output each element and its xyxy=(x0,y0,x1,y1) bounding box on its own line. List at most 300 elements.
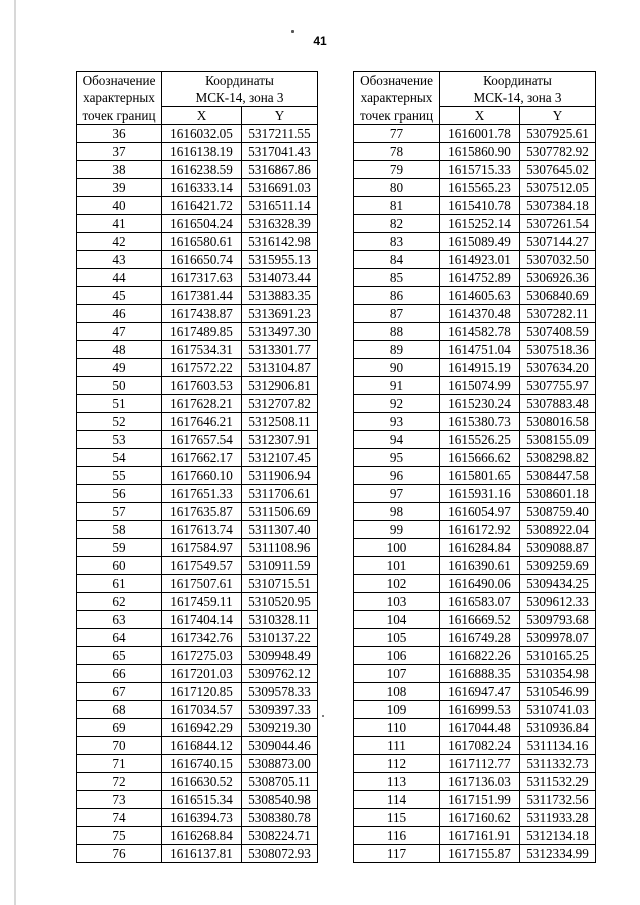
table-row xyxy=(77,629,318,647)
x-coordinate: 1617651.33 xyxy=(162,485,242,503)
table-row xyxy=(77,593,318,611)
point-number: 77 xyxy=(354,125,440,143)
table-row xyxy=(354,593,596,611)
x-coordinate: 1616268.84 xyxy=(162,827,242,845)
point-number: 73 xyxy=(77,791,162,809)
y-coordinate: 5308072.93 xyxy=(242,845,318,863)
x-coordinate: 1616394.73 xyxy=(162,809,242,827)
y-coordinate: 5308873.00 xyxy=(242,755,318,773)
x-coordinate: 1616054.97 xyxy=(440,503,520,521)
table-row xyxy=(77,287,318,305)
x-column-header: X xyxy=(440,107,520,125)
point-number: 41 xyxy=(77,215,162,233)
table-row xyxy=(77,413,318,431)
x-coordinate: 1615801.65 xyxy=(440,467,520,485)
table-row xyxy=(354,755,596,773)
table-row xyxy=(354,233,596,251)
point-number: 62 xyxy=(77,593,162,611)
table-row xyxy=(354,773,596,791)
x-coordinate: 1616333.14 xyxy=(162,179,242,197)
y-coordinate: 5313883.35 xyxy=(242,287,318,305)
point-number: 78 xyxy=(354,143,440,161)
table-row xyxy=(77,161,318,179)
x-coordinate: 1615089.49 xyxy=(440,233,520,251)
table-row xyxy=(77,737,318,755)
y-coordinate: 5307518.36 xyxy=(520,341,596,359)
y-coordinate: 5312107.45 xyxy=(242,449,318,467)
table-row xyxy=(77,215,318,233)
x-coordinate: 1617044.48 xyxy=(440,719,520,737)
x-coordinate: 1616490.06 xyxy=(440,575,520,593)
x-coordinate: 1617438.87 xyxy=(162,305,242,323)
table-row xyxy=(77,791,318,809)
table-row xyxy=(77,125,318,143)
table-row xyxy=(354,665,596,683)
y-coordinate: 5310165.25 xyxy=(520,647,596,665)
point-number: 42 xyxy=(77,233,162,251)
point-number: 109 xyxy=(354,701,440,719)
y-coordinate: 5311732.56 xyxy=(520,791,596,809)
y-coordinate: 5307408.59 xyxy=(520,323,596,341)
x-coordinate: 1616650.74 xyxy=(162,251,242,269)
table-row xyxy=(77,575,318,593)
table-row xyxy=(354,791,596,809)
point-number: 103 xyxy=(354,593,440,611)
point-number: 44 xyxy=(77,269,162,287)
point-number: 66 xyxy=(77,665,162,683)
x-coordinate: 1617613.74 xyxy=(162,521,242,539)
point-number: 81 xyxy=(354,197,440,215)
point-number: 59 xyxy=(77,539,162,557)
y-coordinate: 5308224.71 xyxy=(242,827,318,845)
y-coordinate: 5311506.69 xyxy=(242,503,318,521)
y-coordinate: 5309978.07 xyxy=(520,629,596,647)
table-row xyxy=(354,287,596,305)
coordinate-system: МСК-14, зона 3 xyxy=(195,90,284,105)
coordinates-header xyxy=(440,72,596,107)
x-coordinate: 1615230.24 xyxy=(440,395,520,413)
point-number: 47 xyxy=(77,323,162,341)
table-row xyxy=(77,557,318,575)
point-number: 57 xyxy=(77,503,162,521)
y-coordinate: 5312906.81 xyxy=(242,377,318,395)
x-coordinate: 1616284.84 xyxy=(440,539,520,557)
table-row xyxy=(354,611,596,629)
y-coordinate: 5306840.69 xyxy=(520,287,596,305)
point-number: 94 xyxy=(354,431,440,449)
point-number: 60 xyxy=(77,557,162,575)
table-body-right xyxy=(354,125,596,863)
table-row xyxy=(77,503,318,521)
x-coordinate: 1615565.23 xyxy=(440,179,520,197)
designation-header-line2: характерных xyxy=(354,89,440,106)
point-number: 105 xyxy=(354,629,440,647)
y-coordinate: 5309612.33 xyxy=(520,593,596,611)
x-coordinate: 1617584.97 xyxy=(162,539,242,557)
point-number: 98 xyxy=(354,503,440,521)
x-coordinate: 1617275.03 xyxy=(162,647,242,665)
x-coordinate: 1617381.44 xyxy=(162,287,242,305)
table-row xyxy=(354,539,596,557)
point-number: 45 xyxy=(77,287,162,305)
y-coordinate: 5307261.54 xyxy=(520,215,596,233)
y-coordinate: 5309948.49 xyxy=(242,647,318,665)
x-coordinate: 1617151.99 xyxy=(440,791,520,809)
point-number: 115 xyxy=(354,809,440,827)
x-coordinate: 1616138.19 xyxy=(162,143,242,161)
point-number: 111 xyxy=(354,737,440,755)
x-coordinate: 1616172.92 xyxy=(440,521,520,539)
y-coordinate: 5311108.96 xyxy=(242,539,318,557)
table-row xyxy=(77,269,318,287)
x-coordinate: 1616032.05 xyxy=(162,125,242,143)
point-number: 93 xyxy=(354,413,440,431)
x-coordinate: 1616137.81 xyxy=(162,845,242,863)
x-coordinate: 1616001.78 xyxy=(440,125,520,143)
y-coordinate: 5311307.40 xyxy=(242,521,318,539)
x-coordinate: 1616583.07 xyxy=(440,593,520,611)
x-coordinate: 1615860.90 xyxy=(440,143,520,161)
coordinates-title: Координаты xyxy=(483,73,552,88)
y-coordinate: 5310911.59 xyxy=(242,557,318,575)
table-row xyxy=(77,773,318,791)
x-coordinate: 1617160.62 xyxy=(440,809,520,827)
point-number: 68 xyxy=(77,701,162,719)
table-row xyxy=(77,233,318,251)
y-coordinate: 5309044.46 xyxy=(242,737,318,755)
x-coordinate: 1617034.57 xyxy=(162,701,242,719)
point-number: 48 xyxy=(77,341,162,359)
scan-speck xyxy=(291,30,294,33)
point-number: 56 xyxy=(77,485,162,503)
y-coordinate: 5307144.27 xyxy=(520,233,596,251)
table-row xyxy=(77,395,318,413)
point-number: 52 xyxy=(77,413,162,431)
x-coordinate: 1617572.22 xyxy=(162,359,242,377)
point-number: 40 xyxy=(77,197,162,215)
table-row xyxy=(77,539,318,557)
x-coordinate: 1614370.48 xyxy=(440,305,520,323)
x-coordinate: 1615526.25 xyxy=(440,431,520,449)
y-coordinate: 5311906.94 xyxy=(242,467,318,485)
y-coordinate: 5310741.03 xyxy=(520,701,596,719)
point-number: 95 xyxy=(354,449,440,467)
point-number: 102 xyxy=(354,575,440,593)
table-row xyxy=(354,485,596,503)
y-coordinate: 5309434.25 xyxy=(520,575,596,593)
y-coordinate: 5310328.11 xyxy=(242,611,318,629)
y-coordinate: 5311134.16 xyxy=(520,737,596,755)
point-number: 67 xyxy=(77,683,162,701)
x-coordinate: 1614752.89 xyxy=(440,269,520,287)
x-coordinate: 1616844.12 xyxy=(162,737,242,755)
table-row xyxy=(354,737,596,755)
designation-header: Обозначение xyxy=(354,72,440,90)
y-coordinate: 5306926.36 xyxy=(520,269,596,287)
x-coordinate: 1616580.61 xyxy=(162,233,242,251)
y-coordinate: 5313104.87 xyxy=(242,359,318,377)
point-number: 99 xyxy=(354,521,440,539)
point-number: 83 xyxy=(354,233,440,251)
y-coordinate: 5316867.86 xyxy=(242,161,318,179)
y-coordinate: 5307925.61 xyxy=(520,125,596,143)
y-coordinate: 5312307.91 xyxy=(242,431,318,449)
y-coordinate: 5308155.09 xyxy=(520,431,596,449)
point-number: 43 xyxy=(77,251,162,269)
y-column-header: Y xyxy=(520,107,596,125)
x-coordinate: 1615666.62 xyxy=(440,449,520,467)
designation-header-line3: точек границ xyxy=(77,107,162,125)
table-row xyxy=(77,431,318,449)
point-number: 89 xyxy=(354,341,440,359)
table-row xyxy=(77,809,318,827)
scan-edge-shadow xyxy=(14,0,16,905)
x-coordinate: 1614751.04 xyxy=(440,341,520,359)
y-coordinate: 5314073.44 xyxy=(242,269,318,287)
y-coordinate: 5313691.23 xyxy=(242,305,318,323)
point-number: 75 xyxy=(77,827,162,845)
y-coordinate: 5308759.40 xyxy=(520,503,596,521)
table-row xyxy=(354,341,596,359)
table-row xyxy=(354,305,596,323)
point-number: 71 xyxy=(77,755,162,773)
point-number: 76 xyxy=(77,845,162,863)
point-number: 110 xyxy=(354,719,440,737)
table-row xyxy=(354,809,596,827)
y-coordinate: 5315955.13 xyxy=(242,251,318,269)
table-row xyxy=(354,359,596,377)
point-number: 37 xyxy=(77,143,162,161)
point-number: 91 xyxy=(354,377,440,395)
y-coordinate: 5310520.95 xyxy=(242,593,318,611)
table-row xyxy=(354,431,596,449)
x-coordinate: 1615074.99 xyxy=(440,377,520,395)
x-coordinate: 1616822.26 xyxy=(440,647,520,665)
table-row xyxy=(354,125,596,143)
x-coordinate: 1617507.61 xyxy=(162,575,242,593)
x-coordinate: 1617549.57 xyxy=(162,557,242,575)
x-coordinate: 1617161.91 xyxy=(440,827,520,845)
y-coordinate: 5312134.18 xyxy=(520,827,596,845)
y-coordinate: 5316511.14 xyxy=(242,197,318,215)
table-row xyxy=(77,251,318,269)
x-coordinate: 1615931.16 xyxy=(440,485,520,503)
y-coordinate: 5310137.22 xyxy=(242,629,318,647)
point-number: 53 xyxy=(77,431,162,449)
point-number: 74 xyxy=(77,809,162,827)
x-coordinate: 1617136.03 xyxy=(440,773,520,791)
x-coordinate: 1616515.34 xyxy=(162,791,242,809)
table-row xyxy=(354,827,596,845)
y-coordinate: 5307782.92 xyxy=(520,143,596,161)
x-coordinate: 1617155.87 xyxy=(440,845,520,863)
y-coordinate: 5309793.68 xyxy=(520,611,596,629)
y-coordinate: 5307634.20 xyxy=(520,359,596,377)
table-row xyxy=(354,395,596,413)
y-coordinate: 5312334.99 xyxy=(520,845,596,863)
x-coordinate: 1616669.52 xyxy=(440,611,520,629)
table-row xyxy=(77,467,318,485)
x-coordinate: 1616421.72 xyxy=(162,197,242,215)
y-coordinate: 5313497.30 xyxy=(242,323,318,341)
point-number: 113 xyxy=(354,773,440,791)
table-row xyxy=(354,557,596,575)
x-coordinate: 1617660.10 xyxy=(162,467,242,485)
table-row xyxy=(77,755,318,773)
x-coordinate: 1617317.63 xyxy=(162,269,242,287)
designation-header-line2: характерных xyxy=(77,89,162,106)
table-row xyxy=(77,683,318,701)
point-number: 36 xyxy=(77,125,162,143)
designation-header-line3: точек границ xyxy=(354,107,440,125)
point-number: 63 xyxy=(77,611,162,629)
table-row xyxy=(354,503,596,521)
point-number: 108 xyxy=(354,683,440,701)
y-coordinate: 5313301.77 xyxy=(242,341,318,359)
point-number: 46 xyxy=(77,305,162,323)
x-coordinate: 1617404.14 xyxy=(162,611,242,629)
coordinates-header xyxy=(162,72,318,107)
point-number: 88 xyxy=(354,323,440,341)
table-row xyxy=(77,827,318,845)
table-row xyxy=(354,161,596,179)
y-coordinate: 5308540.98 xyxy=(242,791,318,809)
y-coordinate: 5311532.29 xyxy=(520,773,596,791)
y-coordinate: 5317211.55 xyxy=(242,125,318,143)
x-coordinate: 1614923.01 xyxy=(440,251,520,269)
table-row xyxy=(354,629,596,647)
table-row xyxy=(77,341,318,359)
table-row xyxy=(354,575,596,593)
point-number: 96 xyxy=(354,467,440,485)
table-row xyxy=(354,521,596,539)
point-number: 80 xyxy=(354,179,440,197)
page-number: 41 xyxy=(313,34,327,48)
y-coordinate: 5311706.61 xyxy=(242,485,318,503)
table-row xyxy=(354,251,596,269)
table-row xyxy=(77,197,318,215)
table-row xyxy=(77,179,318,197)
table-row xyxy=(77,647,318,665)
y-coordinate: 5307883.48 xyxy=(520,395,596,413)
table-row xyxy=(354,683,596,701)
x-coordinate: 1616749.28 xyxy=(440,629,520,647)
y-coordinate: 5308380.78 xyxy=(242,809,318,827)
x-coordinate: 1614915.19 xyxy=(440,359,520,377)
table-row xyxy=(354,197,596,215)
point-number: 104 xyxy=(354,611,440,629)
x-coordinate: 1616947.47 xyxy=(440,683,520,701)
y-coordinate: 5312508.11 xyxy=(242,413,318,431)
point-number: 64 xyxy=(77,629,162,647)
y-coordinate: 5307282.11 xyxy=(520,305,596,323)
point-number: 61 xyxy=(77,575,162,593)
x-coordinate: 1615380.73 xyxy=(440,413,520,431)
point-number: 85 xyxy=(354,269,440,287)
table-row xyxy=(354,323,596,341)
table-row xyxy=(354,647,596,665)
table-row xyxy=(354,701,596,719)
y-coordinate: 5309762.12 xyxy=(242,665,318,683)
y-coordinate: 5307384.18 xyxy=(520,197,596,215)
x-coordinate: 1614582.78 xyxy=(440,323,520,341)
point-number: 101 xyxy=(354,557,440,575)
point-number: 72 xyxy=(77,773,162,791)
point-number: 70 xyxy=(77,737,162,755)
point-number: 69 xyxy=(77,719,162,737)
table-row xyxy=(77,701,318,719)
y-coordinate: 5310715.51 xyxy=(242,575,318,593)
table-row xyxy=(354,377,596,395)
point-number: 49 xyxy=(77,359,162,377)
x-column-header: X xyxy=(162,107,242,125)
x-coordinate: 1617635.87 xyxy=(162,503,242,521)
x-coordinate: 1617120.85 xyxy=(162,683,242,701)
table-row xyxy=(77,719,318,737)
y-coordinate: 5316142.98 xyxy=(242,233,318,251)
y-coordinate: 5309088.87 xyxy=(520,539,596,557)
y-coordinate: 5310546.99 xyxy=(520,683,596,701)
y-coordinate: 5316691.03 xyxy=(242,179,318,197)
table-row xyxy=(77,323,318,341)
y-coordinate: 5317041.43 xyxy=(242,143,318,161)
designation-header: Обозначение xyxy=(77,72,162,90)
y-coordinate: 5307755.97 xyxy=(520,377,596,395)
x-coordinate: 1617657.54 xyxy=(162,431,242,449)
point-number: 106 xyxy=(354,647,440,665)
x-coordinate: 1616999.53 xyxy=(440,701,520,719)
point-number: 97 xyxy=(354,485,440,503)
point-number: 50 xyxy=(77,377,162,395)
y-coordinate: 5316328.39 xyxy=(242,215,318,233)
point-number: 100 xyxy=(354,539,440,557)
scan-speck xyxy=(322,715,324,717)
table-row xyxy=(77,485,318,503)
y-coordinate: 5308601.18 xyxy=(520,485,596,503)
y-coordinate: 5308016.58 xyxy=(520,413,596,431)
point-number: 116 xyxy=(354,827,440,845)
y-coordinate: 5309578.33 xyxy=(242,683,318,701)
x-coordinate: 1617082.24 xyxy=(440,737,520,755)
x-coordinate: 1616390.61 xyxy=(440,557,520,575)
x-coordinate: 1616504.24 xyxy=(162,215,242,233)
y-coordinate: 5309397.33 xyxy=(242,701,318,719)
table-row xyxy=(77,359,318,377)
y-coordinate: 5309219.30 xyxy=(242,719,318,737)
point-number: 65 xyxy=(77,647,162,665)
table-row xyxy=(354,269,596,287)
table-row xyxy=(354,179,596,197)
table-row xyxy=(354,449,596,467)
y-coordinate: 5308922.04 xyxy=(520,521,596,539)
table-row xyxy=(354,413,596,431)
point-number: 112 xyxy=(354,755,440,773)
table-row xyxy=(77,845,318,863)
x-coordinate: 1617603.53 xyxy=(162,377,242,395)
x-coordinate: 1616888.35 xyxy=(440,665,520,683)
table-row xyxy=(354,719,596,737)
coordinate-system: МСК-14, зона 3 xyxy=(473,90,562,105)
x-coordinate: 1616942.29 xyxy=(162,719,242,737)
x-coordinate: 1617628.21 xyxy=(162,395,242,413)
y-column-header: Y xyxy=(242,107,318,125)
x-coordinate: 1617534.31 xyxy=(162,341,242,359)
x-coordinate: 1617646.21 xyxy=(162,413,242,431)
x-coordinate: 1617342.76 xyxy=(162,629,242,647)
table-row xyxy=(77,305,318,323)
y-coordinate: 5308705.11 xyxy=(242,773,318,791)
coordinates-table-right xyxy=(353,71,596,863)
